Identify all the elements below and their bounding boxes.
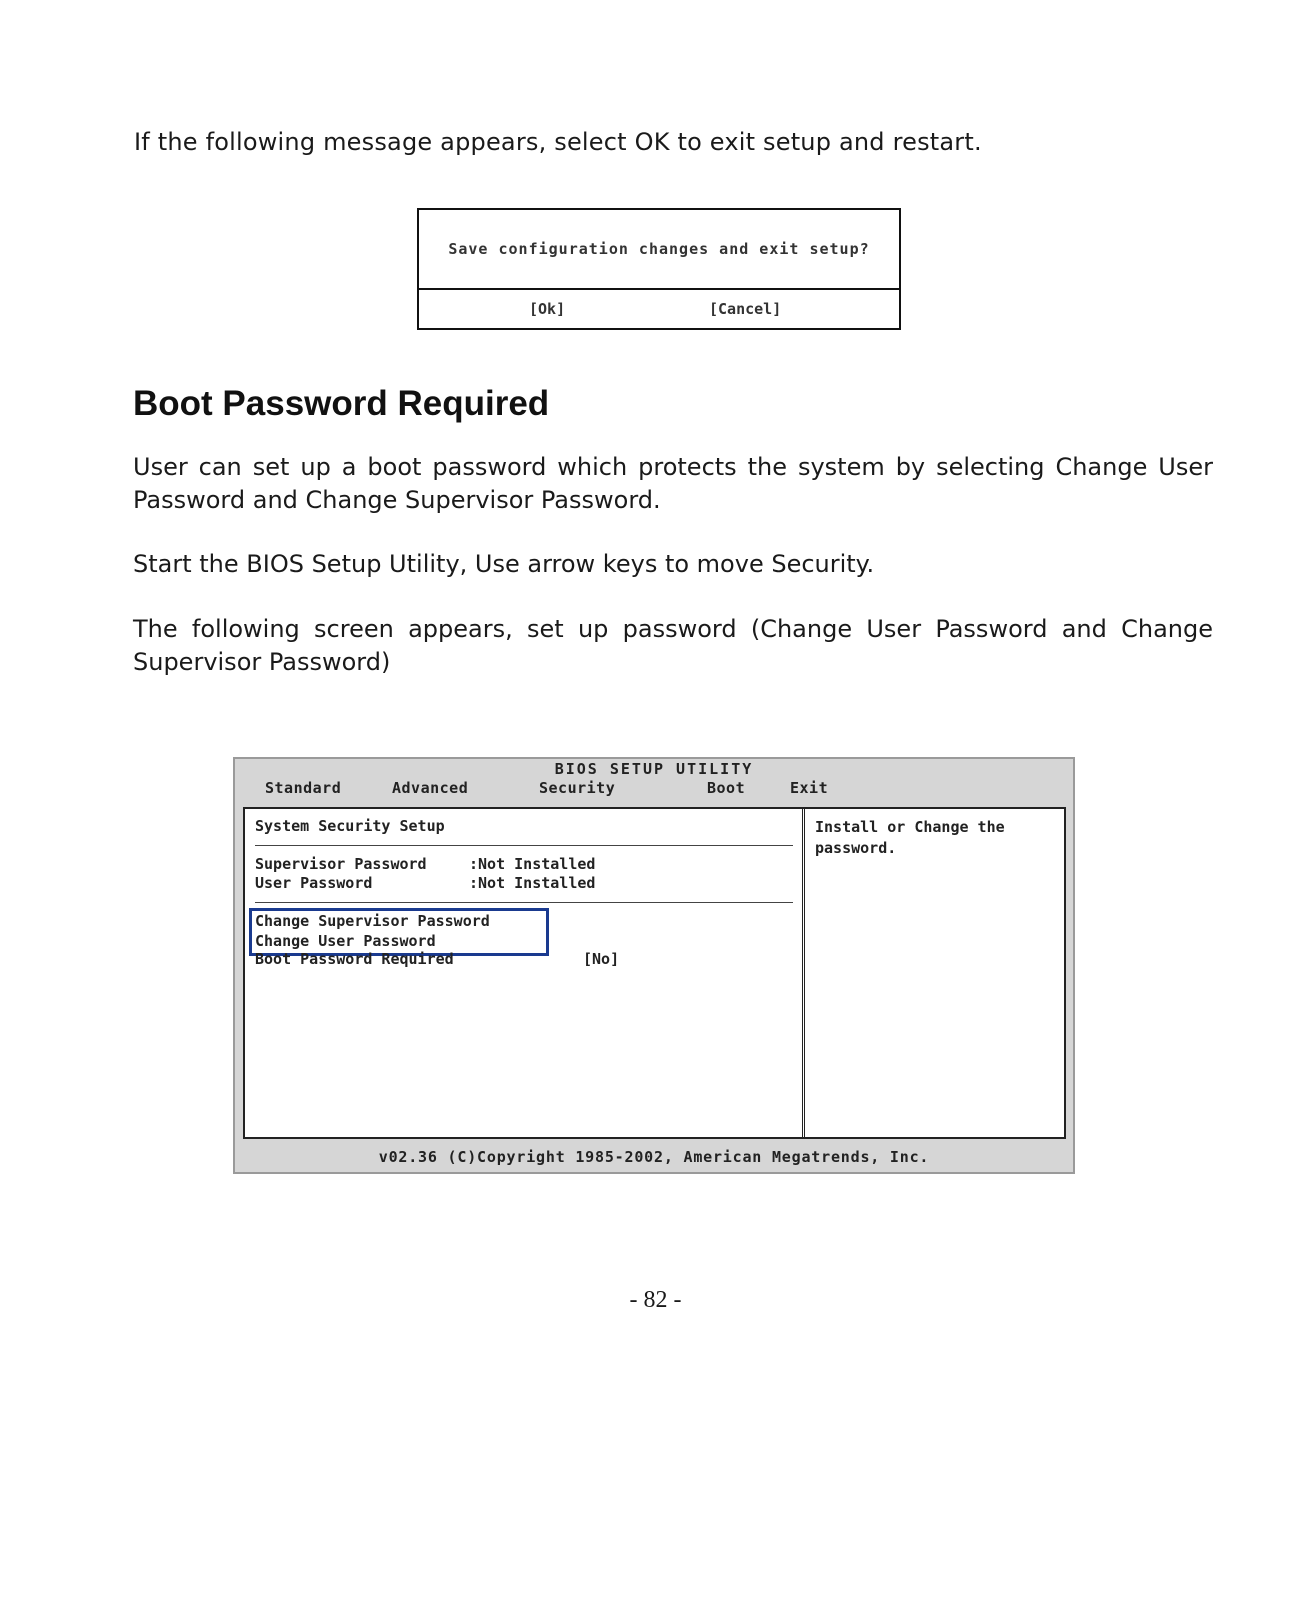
cancel-button[interactable]: [Cancel] (709, 300, 782, 318)
paragraph: User can set up a boot password which protects the system by selecting Change User Password and Change Supervisor Password. (133, 453, 1213, 514)
bios-title: BIOS SETUP UTILITY (554, 760, 754, 778)
intro-text: If the following message appears, select OK to exit setup and restart. (134, 128, 982, 156)
dialog-buttons (419, 290, 899, 328)
menu-security[interactable]: Security (539, 779, 616, 797)
menu-exit[interactable]: Exit (790, 779, 829, 797)
save-exit-dialog (417, 208, 901, 330)
divider (255, 902, 793, 903)
bios-settings-pane (245, 809, 805, 1137)
divider (255, 845, 793, 846)
user-password-status: :Not Installed (469, 874, 596, 892)
section-heading: Boot Password Required (133, 384, 550, 423)
bios-main-panel (243, 807, 1066, 1139)
boot-password-required-value[interactable]: [No] (583, 950, 620, 968)
boot-password-required-item[interactable]: Boot Password Required (255, 950, 454, 968)
supervisor-password-label: Supervisor Password (255, 855, 427, 873)
menu-standard[interactable]: Standard (265, 779, 342, 797)
bios-footer-copyright: v02.36 (C)Copyright 1985-2002, American Megatrends, Inc. (378, 1148, 930, 1166)
user-password-label: User Password (255, 874, 373, 892)
page-number: - 82 - (629, 1287, 682, 1313)
change-supervisor-password-item[interactable]: Change Supervisor Password (255, 912, 490, 930)
supervisor-password-status: :Not Installed (469, 855, 596, 873)
bios-help-text: Install or Change the password. (815, 818, 1005, 857)
ok-button[interactable]: [Ok] (529, 300, 566, 318)
menu-advanced[interactable]: Advanced (392, 779, 469, 797)
paragraph: Start the BIOS Setup Utility, Use arrow keys to move Security. (133, 550, 875, 578)
paragraph: The following screen appears, set up password (Change User Password and Change Supervisor Password) (133, 615, 1213, 676)
dialog-message: Save configuration changes and exit setup? (419, 210, 899, 290)
bios-menu-bar (235, 779, 1073, 801)
menu-boot[interactable]: Boot (707, 779, 746, 797)
change-user-password-item[interactable]: Change User Password (255, 932, 436, 950)
section-title: System Security Setup (255, 817, 445, 835)
bios-screenshot (233, 757, 1075, 1174)
